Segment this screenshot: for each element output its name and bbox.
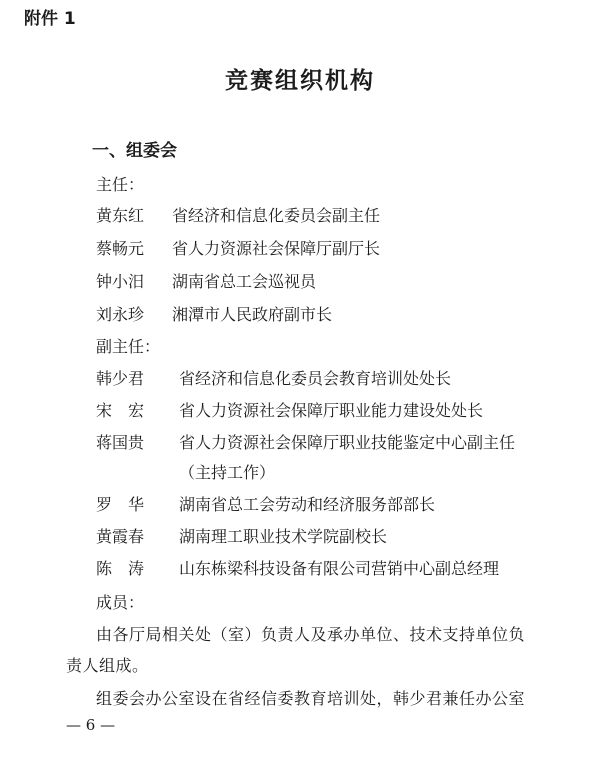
member-role: 省经济和信息化委员会教育培训处处长 (179, 369, 452, 388)
member-name: 蒋国贵 (96, 433, 145, 452)
member-role: 湖南省总工会劳动和经济服务部部长 (179, 495, 436, 514)
member-role: 省人力资源社会保障厅副厅长 (172, 239, 381, 258)
member-role: 省人力资源社会保障厅职业能力建设处处长 (179, 401, 484, 420)
director-label: 主任： (96, 175, 145, 194)
member-role: （主持工作） (179, 463, 276, 482)
members-text-line: 由各厅局相关处（室）负责人及承办单位、技术支持单位负 (96, 625, 526, 644)
member-name: 钟小汨 (96, 272, 145, 291)
member-role: 省人力资源社会保障厅职业技能鉴定中心副主任 (179, 433, 516, 452)
member-role: 省经济和信息化委员会副主任 (172, 206, 381, 225)
member-role: 湖南理工职业技术学院副校长 (179, 527, 388, 546)
member-name: 罗 华 (96, 495, 145, 514)
page-title: 竞赛组织机构 (225, 68, 375, 94)
member-name: 宋 宏 (96, 401, 145, 420)
office-text-line: 组委会办公室设在省经信委教育培训处，韩少君兼任办公室 (96, 689, 526, 708)
member-role: 湘潭市人民政府副市长 (172, 305, 333, 324)
member-name: 蔡畅元 (96, 239, 145, 258)
member-name: 黄东红 (96, 206, 145, 225)
attachment-label: 附件 1 (24, 9, 76, 29)
deputy-label: 副主任： (96, 337, 161, 356)
members-text-line: 责人组成。 (66, 656, 149, 675)
member-name: 刘永珍 (96, 305, 145, 324)
page-number: — 6 — (66, 716, 116, 734)
member-name: 陈 涛 (96, 559, 145, 578)
members-label: 成员： (96, 593, 145, 612)
member-name: 黄霞春 (96, 527, 145, 546)
member-role: 湖南省总工会巡视员 (172, 272, 317, 291)
member-name: 韩少君 (96, 369, 145, 388)
section-heading: 一、组委会 (92, 141, 177, 161)
member-role: 山东栋梁科技设备有限公司营销中心副总经理 (179, 559, 500, 578)
